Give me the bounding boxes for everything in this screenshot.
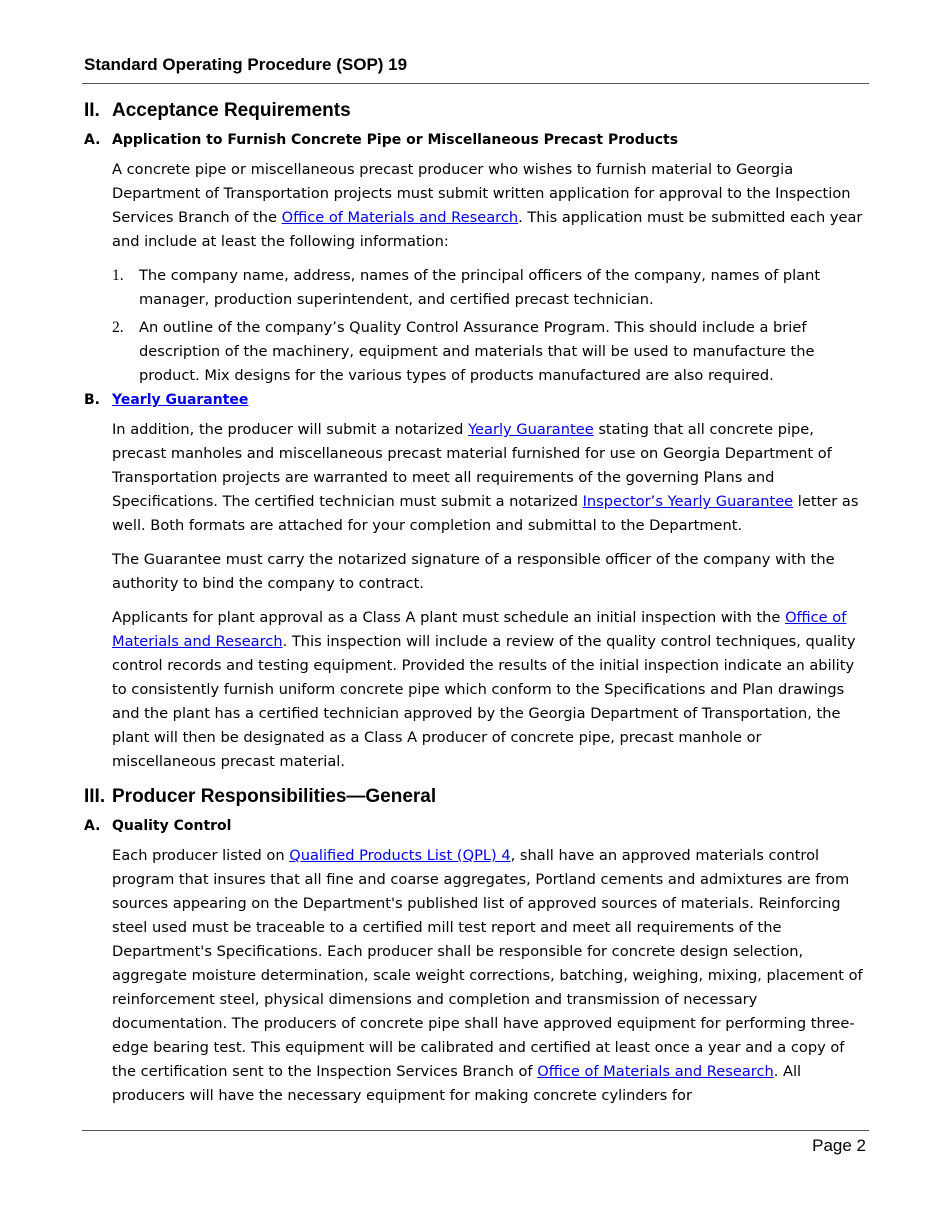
paragraph-text: . This inspection will include a review of the quality control techniques, quality control records and testing equipment. Provided the results of the initial inspection indicate an ability to consistently furnish uniform concrete pipe which conform to the Specifications and Plan drawings and the plant has a certified technician approved by the Georgia Department of Transportation, the plant will then be designated as a Class A producer of concrete pipe, precast manhole or miscellaneous precast material. bbox=[112, 633, 856, 770]
requirements-list bbox=[112, 264, 868, 388]
section-2b-paragraph-2: The Guarantee must carry the notarized signature of a responsible officer of the company with the authority to bind the company to contract. bbox=[112, 551, 835, 592]
header-divider bbox=[82, 83, 869, 84]
list-item-text: An outline of the company’s Quality Control Assurance Program. This should include a brief description of the machinery, equipment and materials that will be used to manufacture the product. Mix designs for the various types of products manufactured are also required. bbox=[139, 319, 815, 384]
list-item-number: 2. bbox=[112, 319, 124, 336]
office-materials-research-link[interactable]: Office of Materials and Research bbox=[537, 1063, 774, 1080]
section-2a-heading bbox=[84, 132, 868, 148]
section-3-heading bbox=[84, 786, 868, 808]
section-2b-heading bbox=[84, 392, 868, 408]
section-3a-heading bbox=[84, 818, 868, 834]
qpl-4-link[interactable]: Qualified Products List (QPL) 4 bbox=[289, 847, 511, 864]
yearly-guarantee-heading-link[interactable]: Yearly Guarantee bbox=[112, 392, 249, 408]
paragraph-text: stating that all concrete pipe, precast manholes and miscellaneous precast material furnished for use on Georgia Department of Transportation projects are warranted to meet all requirements of the governing Plans and Specifications. The certified technician must submit a notarized bbox=[112, 421, 832, 510]
page-number: Page 2 bbox=[812, 1136, 866, 1155]
section-2b-paragraph-1 bbox=[112, 418, 868, 538]
list-item bbox=[112, 316, 868, 388]
office-materials-research-link[interactable]: Office of Materials and Research bbox=[281, 209, 519, 226]
list-item-number: 1. bbox=[112, 267, 124, 284]
list-item bbox=[112, 264, 868, 312]
section-3a-title: Quality Control bbox=[112, 818, 232, 834]
yearly-guarantee-link[interactable]: Yearly Guarantee bbox=[468, 421, 594, 438]
section-2-heading bbox=[84, 100, 868, 122]
section-2-number: II. bbox=[84, 100, 100, 121]
document-body bbox=[84, 100, 868, 1108]
section-3a-paragraph bbox=[112, 844, 868, 1108]
section-2b-number: B. bbox=[84, 392, 100, 408]
paragraph-text: A concrete pipe or miscellaneous precast producer who wishes to furnish material to Georgia Department of Transportation projects must submit written application for approval to the Inspection Services Branch of the bbox=[112, 161, 851, 226]
section-2a-number: A. bbox=[84, 132, 101, 148]
paragraph-text: Each producer listed on bbox=[112, 847, 290, 864]
section-2a-title: Application to Furnish Concrete Pipe or Miscellaneous Precast Products bbox=[112, 132, 679, 148]
section-3a-number: A. bbox=[84, 818, 101, 834]
section-3-title: Producer Responsibilities—General bbox=[112, 786, 437, 807]
paragraph-text: . All producers will have the necessary equipment for making concrete cylinders for bbox=[112, 1063, 802, 1104]
list-item-text: The company name, address, names of the principal officers of the company, names of plant manager, production superintendent, and certified precast technician. bbox=[139, 267, 821, 308]
paragraph-text: Applicants for plant approval as a Class A plant must schedule an initial inspection with the bbox=[112, 609, 786, 626]
section-2-title: Acceptance Requirements bbox=[112, 100, 351, 121]
office-materials-research-link[interactable]: Office of Materials and Research bbox=[112, 609, 847, 650]
footer-divider bbox=[82, 1130, 869, 1131]
paragraph-text: , shall have an approved materials control program that insures that all fine and coarse aggregates, Portland cements and admixtures are from sources appearing on the Department's published list of approved sources of materials. Reinforcing steel used must be traceable to a certified mill test report and meet all requirements of the Department's Specifications. Each producer shall be responsible for concrete design selection, aggregate moisture determination, scale weight corrections, batching, weighing, mixing, placement of reinforcement steel, physical dimensions and completion and transmission of necessary documentation. The producers of concrete pipe shall have approved equipment for performing three-edge bearing test. This equipment will be calibrated and certified at least once a year and a copy of the certification sent to the Inspection Services Branch of bbox=[112, 847, 863, 1080]
section-2a-paragraph bbox=[112, 158, 868, 254]
inspector-yearly-guarantee-link[interactable]: Inspector’s Yearly Guarantee bbox=[582, 493, 794, 510]
section-2b-paragraph-3 bbox=[112, 606, 868, 774]
paragraph-text: letter as well. Both formats are attached for your completion and submittal to the Department. bbox=[112, 493, 859, 534]
paragraph-text: . This application must be submitted each year and include at least the following information: bbox=[112, 209, 863, 250]
paragraph-text: In addition, the producer will submit a notarized bbox=[112, 421, 469, 438]
section-3-number: III. bbox=[84, 786, 106, 807]
document-header-title: Standard Operating Procedure (SOP) 19 bbox=[84, 55, 408, 74]
